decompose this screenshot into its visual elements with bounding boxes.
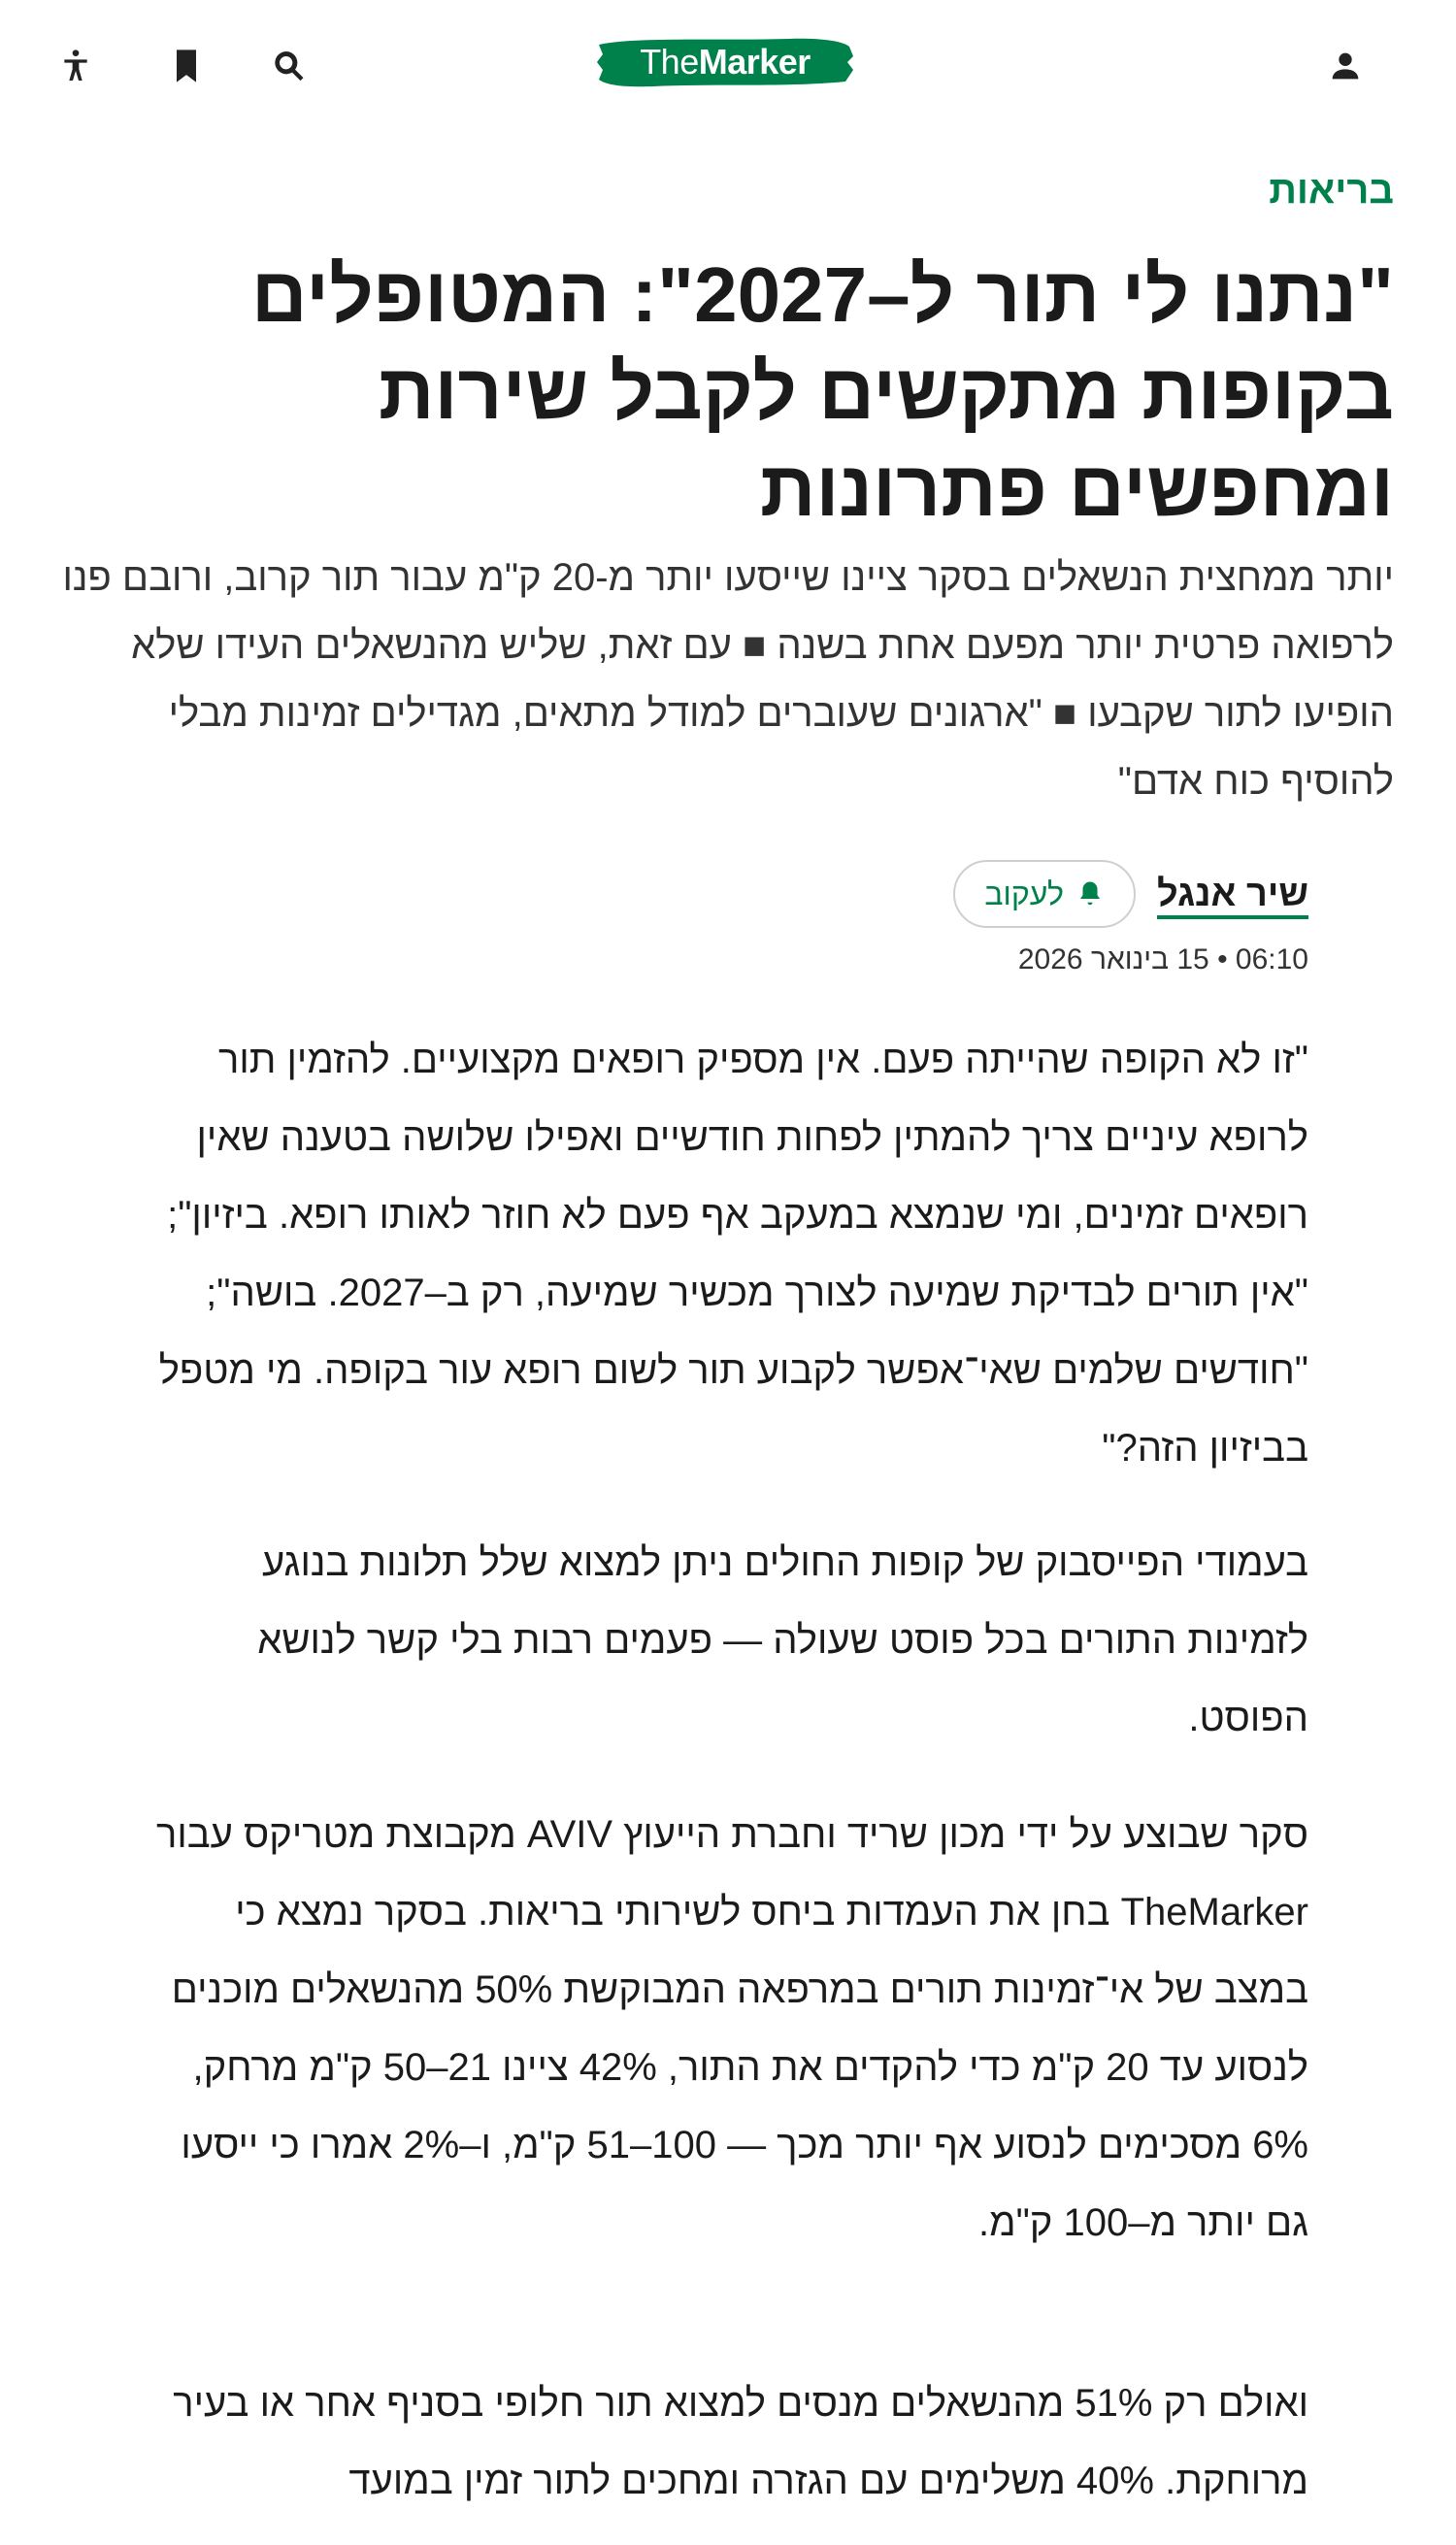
follow-label: לעקוב — [984, 876, 1064, 911]
accessibility-icon — [56, 47, 95, 85]
author-name-link[interactable]: שיר אנגל — [1157, 873, 1308, 914]
accessibility-button[interactable] — [49, 39, 103, 93]
search-icon — [270, 47, 309, 85]
article-paragraph: "זו לא הקופה שהייתה פעם. אין מספיק רופאים מקצועיים. להזמין תור לרופא עיניים צריך להמתין לפחות חודשיים ואפילו שלושה בטענה שאין רופאים זמינים, ומי שנמצא במעקב אף פעם לא חוזר לאותו רופא. ביזיון"; "אין תורים לבדיקת שמיעה לצורך מכשיר שמיעה, רק ב–2027. בושה"; "חודשים שלמים שאי־אפשר לקבוע תור לשום רופא עור בקופה. מי מטפל בביזיון הזה?" — [158, 1039, 1308, 1470]
logo-text-the: The — [640, 42, 699, 82]
article-paragraph: סקר שבוצע על ידי מכון שריד וחברת הייעוץ AVIV מקבוצת מטריקס עבור TheMarker בחן את העמדות ביחס לשירותי בריאות. בסקר נמצא כי במצב של אי־זמינות תורים במרפאה המבוקשת 50% מהנשאלים מוכנים לנסוע עד 20 ק"מ כדי להקדים את התור, 42% ציינו 21–50 ק"מ מרחק, 6% מסכימים לנסוע אף יותר מכך — 100–51 ק"מ, ו–2% אמרו כי ייסעו גם יותר מ–100 ק"מ. — [155, 1813, 1308, 2244]
article-paragraph: בעמודי הפייסבוק של קופות החולים ניתן למצוא שלל תלונות בנוגע לזמינות התורים בכל פוסט שעולה — פעמים רבות בלי קשר לנושא הפוסט. — [257, 1541, 1308, 1739]
byline — [953, 860, 1308, 928]
top-navigation-bar — [0, 0, 1456, 126]
publish-dateline: 06:10 • 15 בינואר 2026 — [1017, 943, 1308, 975]
search-button[interactable] — [262, 39, 316, 93]
logo-text-marker: Marker — [698, 42, 811, 82]
user-account-button[interactable] — [1318, 39, 1373, 93]
article-paragraph: ואולם רק 51% מהנשאלים מנסים למצוא תור חלופי בסניף אחר או בעיר מרוחקת. 40% משלימים עם הגזרה ומחכים לתור זמין במועד — [173, 2382, 1308, 2502]
article-headline: "נתנו לי תור ל–2027": המטופלים בקופות מתקשים לקבל שירות ומחפשים פתרונות — [250, 251, 1394, 532]
follow-bell-icon — [1075, 879, 1105, 909]
bookmark-icon — [167, 47, 206, 85]
user-icon — [1326, 47, 1365, 85]
themarker-logo[interactable] — [595, 35, 855, 89]
follow-author-button[interactable] — [953, 860, 1136, 928]
logo-wordmark — [595, 35, 855, 89]
section-label[interactable]: בריאות — [1269, 169, 1394, 212]
article-subtitle: יותר ממחצית הנשאלים בסקר ציינו שייסעו יותר מ-20 ק"מ עבור תור קרוב, ורובם פנו לרפואה פרטית יותר מפעם אחת בשנה ■ עם זאת, שליש מהנשאלים העידו שלא הופיעו לתור שקבעו ■ "ארגונים שעוברים למודל מתאים, מגדילים זמינות מבלי להוסיף כוח אדם" — [62, 556, 1394, 803]
bookmark-button[interactable] — [159, 39, 214, 93]
